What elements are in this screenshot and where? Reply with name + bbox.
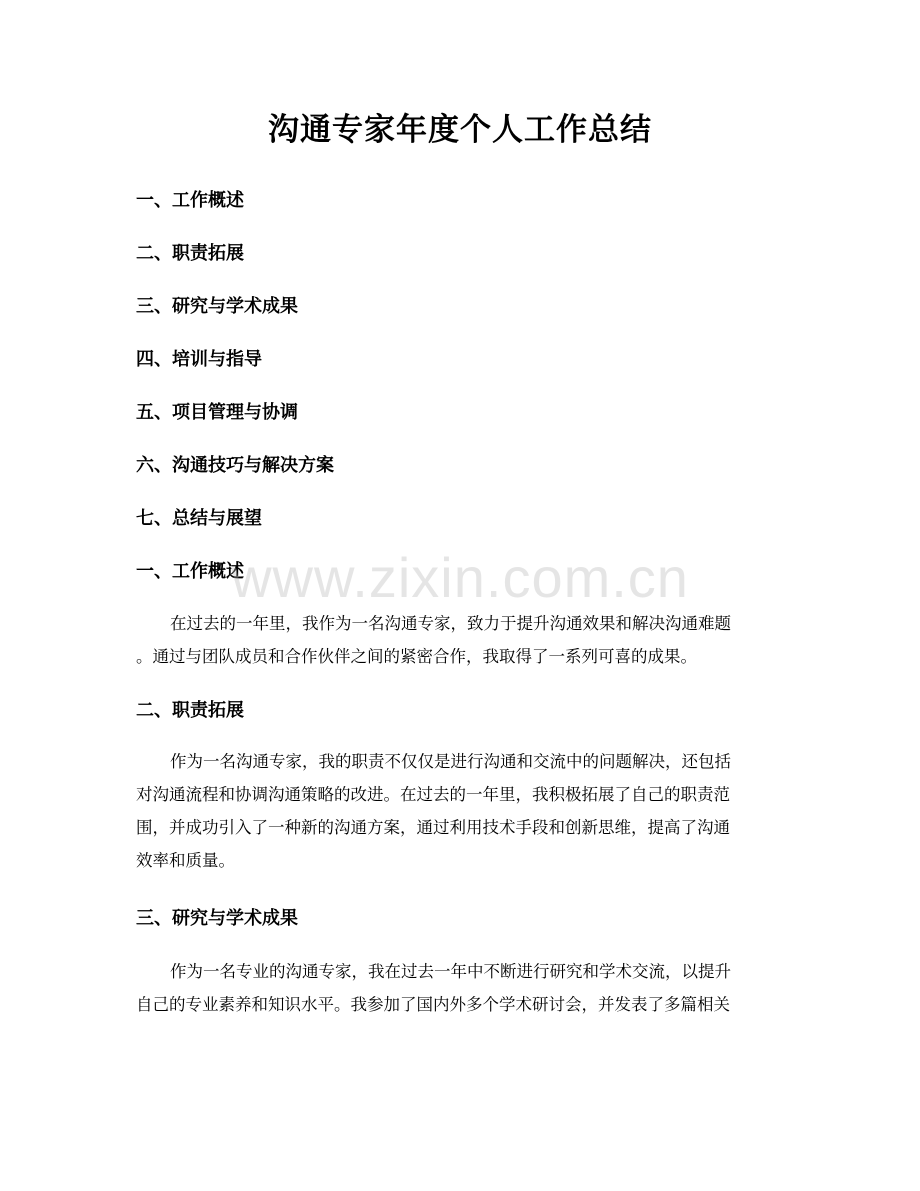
section-paragraph-1 — [136, 607, 786, 673]
paragraph-line: 作为一名专业的沟通专家，我在过去一年中不断进行研究和学术交流，以提升 — [170, 962, 731, 981]
section-paragraph-2 — [136, 745, 786, 877]
watermark: www.zixin.com.cn — [231, 546, 689, 609]
section-heading-3: 三、研究与学术成果 — [136, 908, 298, 929]
paragraph-line: 自己的专业素养和知识水平。我参加了国内外多个学术研讨会，并发表了多篇相关 — [136, 995, 730, 1014]
toc-item-3: 三、研究与学术成果 — [136, 296, 298, 317]
section-heading-2: 二、职责拓展 — [136, 700, 244, 721]
toc-item-4: 四、培训与指导 — [136, 349, 262, 370]
paragraph-line: 效率和质量。 — [136, 851, 235, 870]
toc-item-1: 一、工作概述 — [136, 190, 244, 211]
toc-item-7: 七、总结与展望 — [136, 508, 262, 529]
paragraph-line: 围，并成功引入了一种新的沟通方案，通过利用技术手段和创新思维，提高了沟通 — [136, 818, 730, 837]
section-heading-1: 一、工作概述 — [136, 561, 244, 582]
paragraph-line: 在过去的一年里，我作为一名沟通专家，致力于提升沟通效果和解决沟通难题 — [170, 614, 731, 633]
toc-item-6: 六、沟通技巧与解决方案 — [136, 455, 334, 476]
paragraph-line: 作为一名沟通专家，我的职责不仅仅是进行沟通和交流中的问题解决，还包括 — [170, 752, 731, 771]
section-paragraph-3 — [136, 955, 786, 1021]
paragraph-line: 。通过与团队成员和合作伙伴之间的紧密合作，我取得了一系列可喜的成果。 — [136, 647, 697, 666]
paragraph-line: 对沟通流程和协调沟通策略的改进。在过去的一年里，我积极拓展了自己的职责范 — [136, 785, 730, 804]
toc-item-5: 五、项目管理与协调 — [136, 402, 298, 423]
toc-item-2: 二、职责拓展 — [136, 243, 244, 264]
document-title: 沟通专家年度个人工作总结 — [268, 112, 652, 148]
